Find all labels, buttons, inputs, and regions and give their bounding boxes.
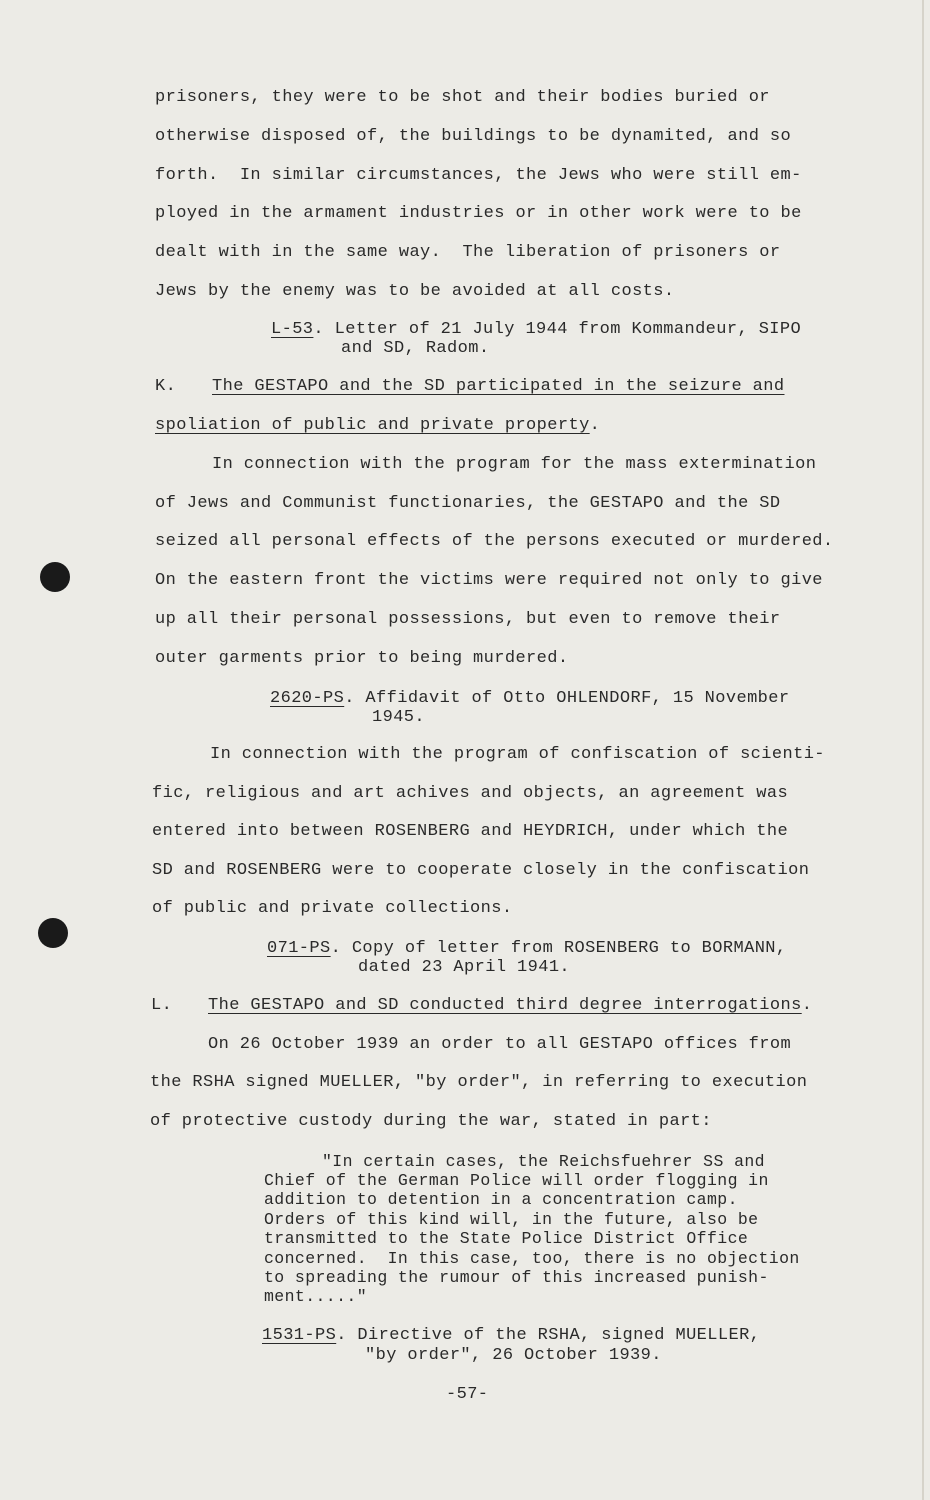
heading-period: .: [801, 996, 813, 1015]
body-line: otherwise disposed of, the buildings to be dynamited, and so: [155, 127, 792, 146]
punch-hole-lower: [38, 918, 68, 948]
body-line: of Jews and Communist functionaries, the GESTAPO and the SD: [155, 494, 781, 513]
body-line: up all their personal possessions, but even to remove their: [155, 610, 781, 629]
citation-text-cont: and SD, Radom.: [341, 339, 490, 358]
body-line: Jews by the enemy was to be avoided at all costs.: [155, 282, 675, 301]
citation-071ps: [267, 939, 787, 958]
body-line: outer garments prior to being murdered.: [155, 649, 569, 668]
citation-text: . Directive of the RSHA, signed MUELLER,: [336, 1326, 761, 1345]
punch-hole-upper: [40, 562, 70, 592]
body-line: of public and private collections.: [152, 899, 513, 918]
citation-text-cont: dated 23 April 1941.: [358, 958, 571, 977]
section-heading-k-cont: [155, 416, 600, 436]
body-line: dealt with in the same way. The liberation of prisoners or: [155, 243, 781, 262]
quote-line: transmitted to the State Police District Office: [264, 1229, 749, 1248]
section-letter-k: K.: [155, 377, 177, 396]
body-line: On 26 October 1939 an order to all GESTAPO offices from: [208, 1035, 792, 1054]
citation-ref: 2620-PS: [270, 689, 345, 708]
body-line: ployed in the armament industries or in other work were to be: [155, 204, 802, 223]
heading-text: spoliation of public and private property: [155, 416, 590, 435]
citation-text: . Affidavit of Otto OHLENDORF, 15 November: [344, 689, 790, 708]
citation-text: . Letter of 21 July 1944 from Kommandeur, SIPO: [313, 320, 802, 339]
quote-line: Orders of this kind will, in the future, also be: [264, 1210, 759, 1229]
body-line: the RSHA signed MUELLER, "by order", in referring to execution: [150, 1073, 808, 1092]
quote-line: ment.....": [264, 1287, 368, 1306]
citation-text-cont: 1945.: [372, 708, 426, 727]
quote-line: "In certain cases, the Reichsfuehrer SS and: [322, 1152, 765, 1171]
body-line: prisoners, they were to be shot and their bodies buried or: [155, 88, 770, 107]
body-line: In connection with the program of confiscation of scienti-: [210, 745, 825, 764]
body-line: fic, religious and art achives and objects, an agreement was: [152, 784, 789, 803]
citation-2620ps: [270, 689, 790, 708]
body-line: seized all personal effects of the persons executed or murdered.: [155, 532, 834, 551]
citation-ref: 071-PS: [267, 939, 331, 958]
page-number: -57-: [446, 1385, 489, 1404]
body-line: In connection with the program for the mass extermination: [212, 455, 817, 474]
quote-line: to spreading the rumour of this increased punish-: [264, 1268, 769, 1287]
heading-text: The GESTAPO and SD conducted third degree interrogations: [208, 996, 802, 1015]
body-line: On the eastern front the victims were required not only to give: [155, 571, 823, 590]
citation-ref: 1531-PS: [262, 1326, 337, 1345]
heading-period: .: [589, 416, 601, 435]
body-line: forth. In similar circumstances, the Jews who were still em-: [155, 166, 802, 185]
page-edge-shadow: [922, 0, 924, 1500]
quote-line: Chief of the German Police will order flogging in: [264, 1171, 769, 1190]
quote-line: addition to detention in a concentration camp.: [264, 1190, 738, 1209]
citation-text: . Copy of letter from ROSENBERG to BORMANN,: [330, 939, 787, 958]
citation-l53: [271, 320, 801, 339]
body-line: entered into between ROSENBERG and HEYDRICH, under which the: [152, 822, 789, 841]
section-letter-l: L.: [151, 996, 173, 1015]
citation-text-cont: "by order", 26 October 1939.: [365, 1346, 662, 1365]
citation-1531ps: [262, 1326, 760, 1345]
body-line: SD and ROSENBERG were to cooperate closely in the confiscation: [152, 861, 810, 880]
quote-line: concerned. In this case, too, there is no objection: [264, 1249, 800, 1268]
citation-ref: L-53: [271, 320, 314, 339]
section-heading-l: [208, 996, 812, 1016]
body-line: of protective custody during the war, stated in part:: [150, 1112, 712, 1131]
section-heading-k: The GESTAPO and the SD participated in the seizure and: [212, 377, 785, 396]
